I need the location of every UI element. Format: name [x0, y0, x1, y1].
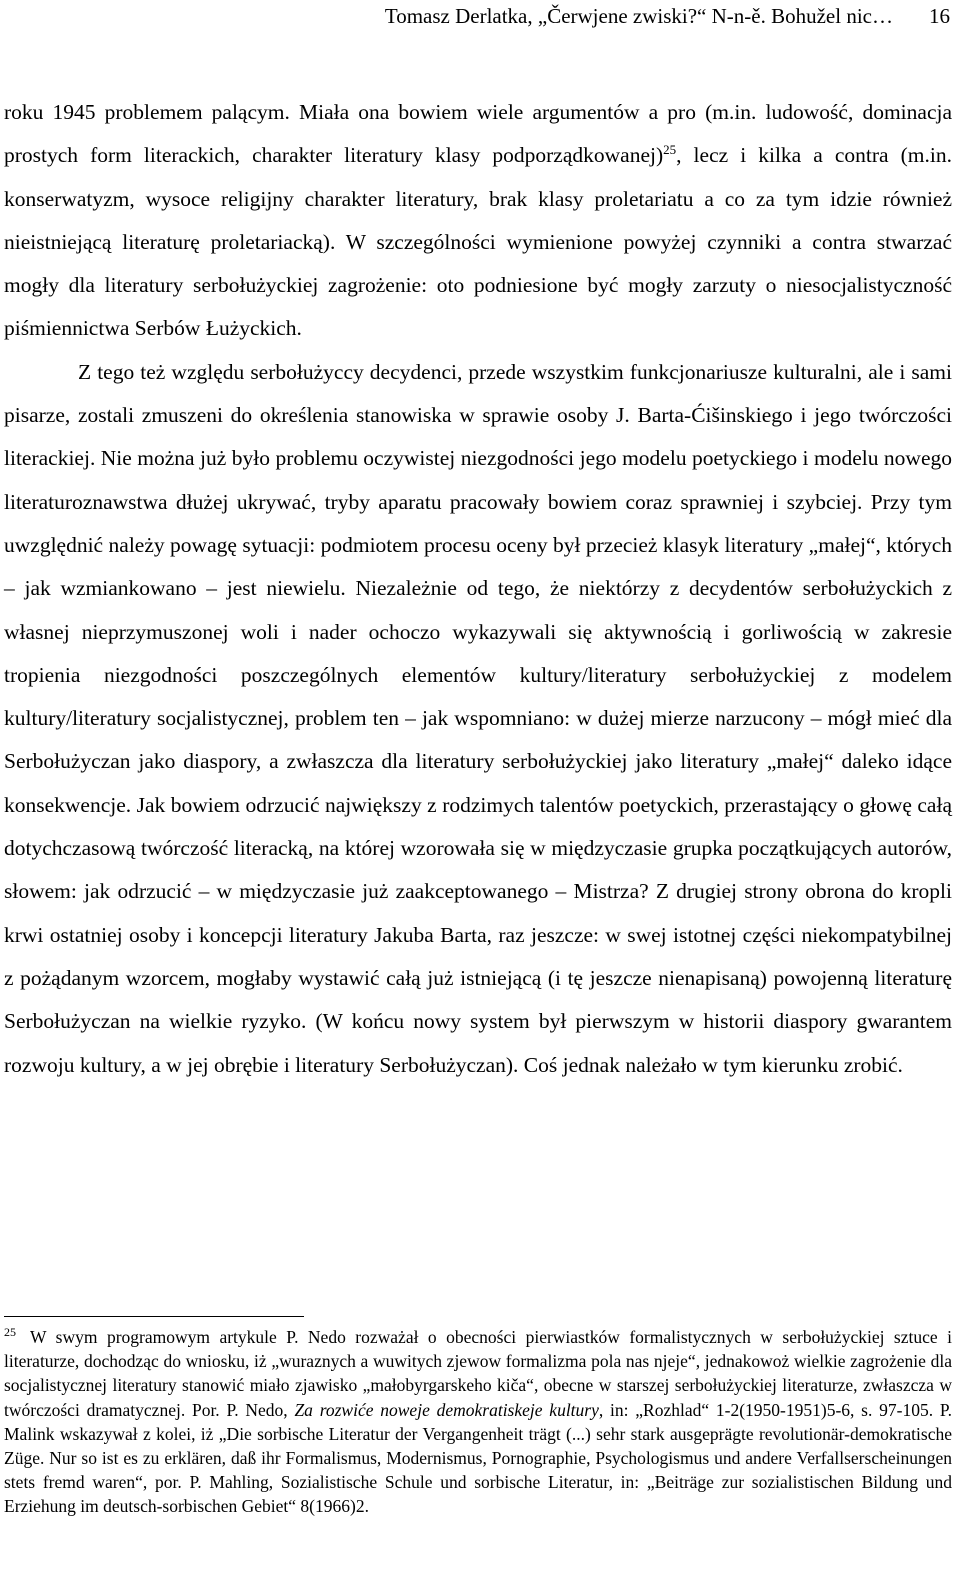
body-text	[4, 91, 952, 1087]
footnote-text-b: , in: „Rozhlad“ 1-2(1950-1951)5-6, s. 97-105. P. Malink wskazywał z kolei, iż „Die sorbische Literatur der Vergangenheit trägt (...) sehr stark ausgeprägte revolutionär-demokratische Züge. Nur so ist es zu erklären, daß ihr Formalismus, Modernismus, Pornographie, Psychologismus und andere Verfallserscheinungen stets fremd waren“, por. P. Mahling, Sozialistische Schule und sorbische Literatur, in: „Beiträge zur sozialistischen Bildung und Erziehung im deutsch-sorbischen Gebiet“ 8(1966)2.	[4, 1399, 953, 1517]
paragraph-1	[4, 91, 952, 351]
running-header	[385, 2, 950, 30]
footnote-text-a: W swym programowym artykule P. Nedo rozważał o obecności pierwiastków formalistycznych w serbołużyckiej sztuce i literaturze, dochodząc do wniosku, iż „wuraznych a wuwitych zjewow formalizma pola nas njeje“, jednakowoż wielkie zagrożenie dla socjalistycznej literatury stanowić miało zjawisko „małobyrgarskeho kiča“, obecne w starszej serbołużyckiej literaturze, zwłaszcza w twórczości dramatycznej. Por. P. Nedo,	[4, 1327, 952, 1420]
footnote-number: 25	[4, 1325, 16, 1340]
paragraph-1-part-a: roku 1945 problemem palącym. Miała ona bowiem wiele argumentów a pro (m.in. ludowość, dominacja prostych form literackich, charakter literatury klasy podporządkowanej)	[4, 100, 952, 168]
footnote-reference: 25	[663, 142, 677, 158]
footnote	[4, 1325, 952, 1519]
paragraph-2: Z tego też względu serbołużyccy decydenci, przede wszystkim funkcjonariusze kulturalni, ale i sami pisarze, zostali zmuszeni do określenia stanowiska w sprawie osoby J. Barta-Ćišinskiego i jego twórczości literackiej. Nie można już było problemu oczywistej niezgodności jego modelu poetyckiego i modelu nowego literaturoznawstwa dłużej ukrywać, tryby aparatu pracowały bowiem coraz sprawniej i szybciej. Przy tym uwzględnić należy powagę sytuacji: podmiotem procesu oceny był przecież klasyk literatury „małej“, których – jak wzmiankowano – jest niewielu. Niezależnie od tego, że niektórzy z decydentów serbołużyckich z własnej nieprzymuszonej woli i nader ochoczo wykazywali się aktywnością i gorliwością w zakresie tropienia niezgodności poszczególnych elementów kultury/literatury serbołużyckiej z modelem kultury/literatury socjalistycznej, problem ten – jak wspomniano: w dużej mierze narzucony – mógł mieć dla Serbołużyczan jako diaspory, a zwłaszcza dla literatury serbołużyckiej jako literatury „małej“ daleko idące konsekwencje. Jak bowiem odrzucić największy z rodzimych talentów poetyckich, przerastający o głowę całą dotychczasową twórczość literacką, na której wzorowała się w międzyczasie grupka początkujących autorów, słowem: jak odrzucić – w międzyczasie już zaakceptowanego – Mistrza? Z drugiej strony obrona do kropli krwi ostatniej osoby i koncepcji literatury Jakuba Barta, raz jeszcze: w swej istotnej części niekompatybilnej z pożądanym wzorcem, mogłaby wystawić całą już istniejącą (i tę jeszcze nienapisaną) powojenną literaturę Serbołużyczan na wielkie ryzyko. (W końcu nowy system był pierwszym w historii diaspory gwarantem rozwoju kultury, a w jej obrębie i literatury Serbołużyczan). Coś jednak należało w tym kierunku zrobić.	[4, 359, 952, 1077]
page-number: 16	[929, 4, 950, 28]
paragraph-1-part-b: , lecz i kilka a contra (m.in. konserwatyzm, wysoce religijny charakter literatury, brak klasy proletariatu a co za tym idzie również nieistniejącą literaturę proletariacką). W szczególności wymienione powyżej czynniki a contra stwarzać mogły dla literatury serbołużyckiej zagrożenie: oto podniesione być mogły zarzuty o niesocjalistyczność piśmiennictwa Serbów Łużyckich.	[4, 143, 952, 341]
footnote-separator	[4, 1316, 304, 1317]
header-title: Tomasz Derlatka, „Čerwjene zwiski?“ N-n-ě. Bohužel nic…	[384, 4, 893, 28]
footnote-cited-title: Za rozwiće noweje demokratiskeje kultury	[294, 1399, 599, 1420]
